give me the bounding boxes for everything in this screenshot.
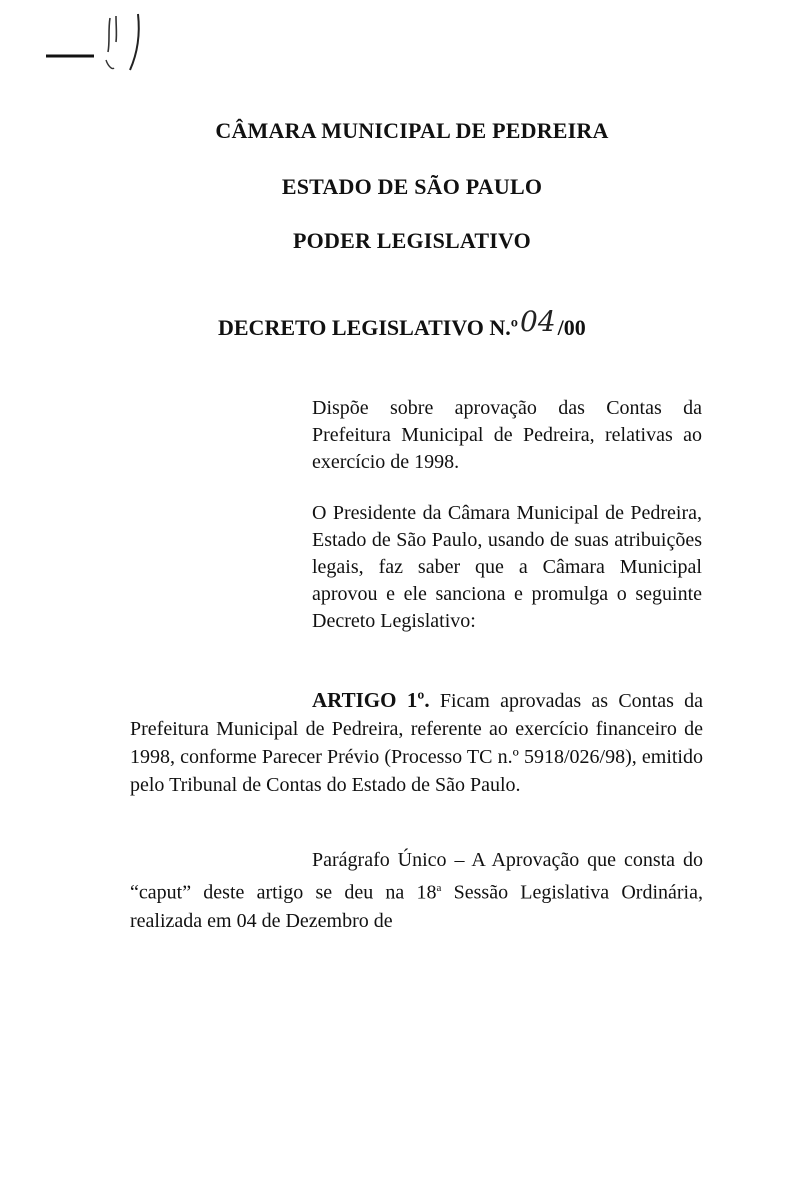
sole-paragraph-text-a: Parágrafo Único – A Aprovação que consta do “caput” deste artigo se deu na 18 xyxy=(130,849,703,904)
article-1-text: Ficam aprovadas as Contas da Prefeitura Municipal de Pedreira, referente ao exercício financeiro de 1998, conforme Parecer Prévio (Processo TC n.º 5918/026/98), emitido pelo Tribunal de Contas do Estado de São Paulo. xyxy=(130,690,704,796)
ementa: Dispõe sobre aprovação das Contas da Prefeitura Municipal de Pedreira, relativas ao exercício de 1998. xyxy=(312,397,702,473)
chamber-name: CÂMARA MUNICIPAL DE PEDREIRA xyxy=(215,118,609,143)
state-name: ESTADO DE SÃO PAULO xyxy=(281,174,543,199)
branch-name: PODER LEGISLATIVO xyxy=(293,228,531,253)
preamble: O Presidente da Câmara Municipal de Pedreira, Estado de São Paulo, usando de suas atribuições legais, faz saber que a Câmara Municipal aprovou e ele sanciona e promulga o seguinte Decreto Legislativo: xyxy=(312,502,702,632)
decree-title xyxy=(218,306,638,345)
sole-paragraph-text-b: Sessão Legislativa Ordinária, realizada em 04 de Dezembro de xyxy=(130,881,703,932)
decree-suffix: /00 xyxy=(557,315,586,340)
decree-number: 04 xyxy=(520,305,556,338)
ordinal-superscript: a xyxy=(436,882,442,894)
article-1 xyxy=(130,686,703,799)
handwritten-page-mark xyxy=(38,8,158,78)
article-1-label: ARTIGO 1º. xyxy=(312,688,430,712)
sole-paragraph xyxy=(130,846,703,935)
decree-prefix: DECRETO LEGISLATIVO N.º xyxy=(218,315,519,340)
